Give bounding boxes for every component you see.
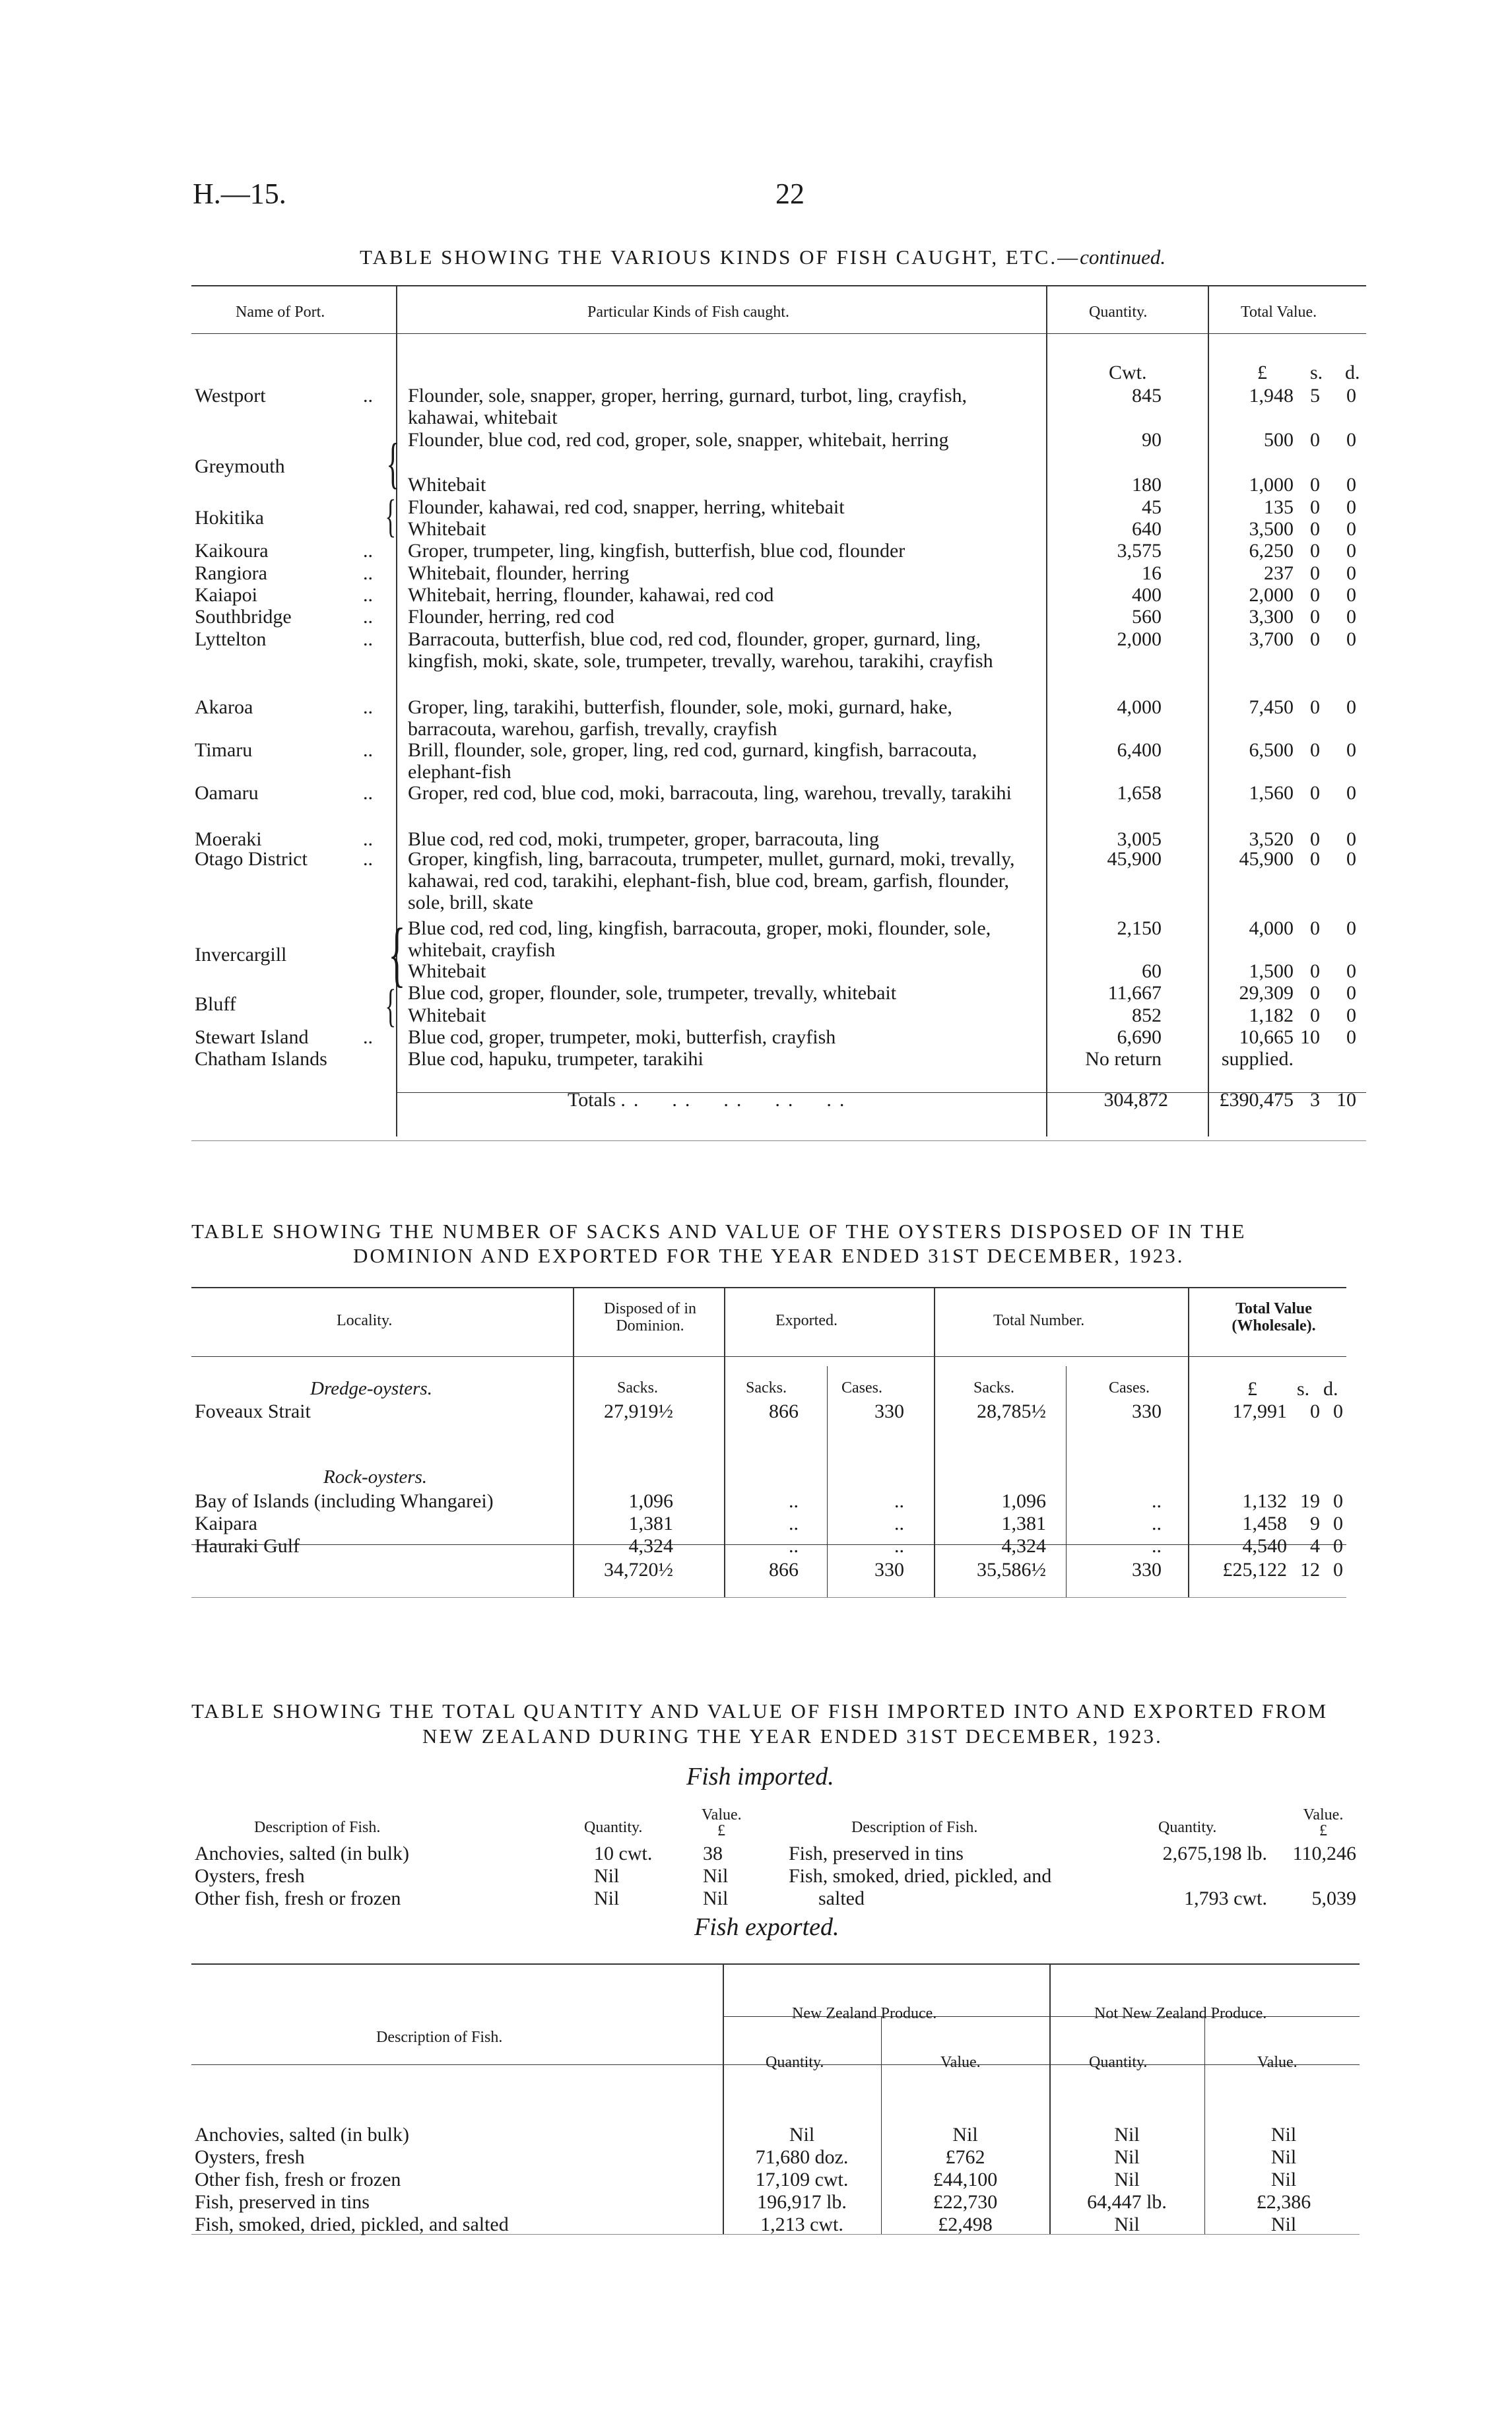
oy-value-pence: 0 (1333, 1559, 1343, 1581)
fish-quantity: 2,000 (1117, 628, 1162, 650)
exp-desc: Oysters, fresh (195, 2146, 305, 2168)
leader-dots: .. (363, 828, 373, 850)
fish-totals-label-text: Totals (568, 1089, 616, 1111)
exp-o-qty: Nil (1114, 2146, 1140, 2168)
value-shillings: 0 (1310, 960, 1320, 982)
exp-o-value: Nil (1270, 2146, 1297, 2168)
exp-nz-value: £22,730 (933, 2191, 998, 2213)
fish-kinds: Whitebait (408, 1004, 486, 1026)
oy-value-pounds: 17,991 (1232, 1400, 1287, 1422)
leader-dots: .. (363, 606, 373, 628)
port-name: Otago District (195, 848, 308, 870)
oy-exp-sacks: .. (789, 1535, 799, 1557)
exp-desc: Other fish, fresh or frozen (195, 2169, 401, 2190)
fish-quantity: 90 (1142, 429, 1162, 451)
value-pounds: 10,665 (1239, 1026, 1294, 1048)
oy-unit-sacks-1: Sacks. (617, 1379, 658, 1397)
value-pounds: 4,000 (1249, 917, 1294, 939)
value-pence: 0 (1346, 385, 1356, 407)
oy-value-pence: 0 (1333, 1535, 1343, 1557)
exp-header-o-qty: Quantity. (1089, 2054, 1148, 2071)
oy-value-shillings: 4 (1310, 1535, 1320, 1557)
exp-col-rule-1 (723, 1963, 724, 2234)
exp-nz-qty: 1,213 cwt. (760, 2214, 843, 2235)
exported-title: Fish exported. (694, 1913, 839, 1941)
value-shillings: 0 (1310, 982, 1320, 1004)
imp-value-label-right: Value. (1303, 1806, 1344, 1824)
fish-table-head-rule (191, 333, 1366, 334)
oyster-caption-line1: TABLE SHOWING THE NUMBER OF SACKS AND VALUE OF THE OYSTERS DISPOSED OF IN THE (191, 1220, 1247, 1243)
imp-value-unit-right: £ (1319, 1822, 1327, 1839)
port-name: Hokitika (195, 507, 264, 529)
value-shillings: 0 (1310, 474, 1320, 496)
imp-value: 38 (703, 1843, 723, 1864)
imp-header-qty-right: Quantity. (1158, 1819, 1217, 1836)
imp-desc-right: salted (818, 1888, 865, 1909)
oy-exp-sacks: .. (789, 1513, 799, 1534)
fish-kinds: Flounder, sole, snapper, groper, herring, gurnard, turbot, ling, crayfish, kahawai, whitebait (408, 385, 968, 428)
fish-quantity: 3,575 (1117, 540, 1162, 562)
fish-table-caption (360, 246, 1166, 269)
port-name: Bluff (195, 993, 236, 1015)
value-pounds: 1,500 (1249, 960, 1294, 982)
oy-col-rule-3 (934, 1287, 935, 1597)
oy-value-pence: 0 (1333, 1513, 1343, 1534)
fish-quantity: 11,667 (1107, 982, 1162, 1004)
oy-total-cases: .. (1152, 1513, 1162, 1534)
fish-kinds: Flounder, herring, red cod (408, 606, 614, 628)
port-name: Greymouth (195, 455, 285, 477)
value-pence: 0 (1346, 782, 1356, 804)
value-shillings: 0 (1310, 917, 1320, 939)
exp-o-qty: 64,447 lb. (1087, 2191, 1167, 2213)
oy-exp-sacks: 866 (769, 1400, 799, 1422)
fish-kinds: Flounder, blue cod, red cod, groper, sole, snapper, whitebait, herring (408, 429, 949, 451)
leader-dots: .. (363, 1026, 373, 1048)
leader-dots: .. (363, 739, 373, 761)
leader-dots: .. (363, 848, 373, 870)
port-name: Westport (195, 385, 266, 407)
exp-nz-qty: 71,680 doz. (755, 2146, 849, 2168)
leader-dots: .. (363, 540, 373, 562)
imp-value: Nil (703, 1865, 729, 1887)
value-pence: 0 (1346, 540, 1356, 562)
oy-value-pence: 0 (1333, 1400, 1343, 1422)
exp-desc: Fish, smoked, dried, pickled, and salted (195, 2214, 509, 2235)
imp-value-right: 5,039 (1311, 1888, 1356, 1909)
oy-total-cases: .. (1152, 1490, 1162, 1512)
imp-value-right: 110,246 (1292, 1843, 1356, 1864)
oy-col-rule-5 (827, 1366, 828, 1597)
oy-value-pence: 0 (1333, 1490, 1343, 1512)
value-pounds: 2,000 (1249, 584, 1294, 606)
fish-kinds: Blue cod, groper, trumpeter, moki, butterfish, crayfish (408, 1026, 836, 1048)
page-number: 22 (775, 178, 805, 210)
leader-dots: .. (363, 696, 373, 718)
fish-caption-continued: continued. (1080, 246, 1166, 269)
oy-unit-sacks-3: Sacks. (973, 1379, 1014, 1397)
value-shillings: 0 (1310, 496, 1320, 518)
port-name: Stewart Island (195, 1026, 309, 1048)
fish-quantity: 845 (1132, 385, 1162, 407)
fish-kinds: Brill, flounder, sole, groper, ling, red cod, gurnard, kingfish, barracouta, elephant-fish (408, 739, 977, 783)
fish-totals-pence: 10 (1336, 1089, 1356, 1111)
value-pounds: 3,300 (1249, 606, 1294, 628)
oy-header-locality: Locality. (337, 1312, 393, 1329)
oy-exp-cases: .. (894, 1535, 904, 1557)
imp-desc: Other fish, fresh or frozen (195, 1888, 401, 1909)
oy-exp-sacks: 866 (769, 1559, 799, 1581)
imp-desc-right: Fish, smoked, dried, pickled, and (789, 1865, 1052, 1887)
fish-kinds: Blue cod, groper, flounder, sole, trumpeter, trevally, whitebait (408, 982, 897, 1004)
value-pence: 0 (1346, 848, 1356, 870)
fish-kinds: Flounder, kahawai, red cod, snapper, herring, whitebait (408, 496, 845, 518)
oy-locality: Kaipara (195, 1513, 257, 1534)
greymouth-brace: { (386, 432, 400, 494)
oy-value-pounds: £25,122 (1222, 1559, 1287, 1581)
exp-nz-value: £2,498 (938, 2214, 993, 2235)
value-pounds: 7,450 (1249, 696, 1294, 718)
value-shillings: 5 (1310, 385, 1320, 407)
exp-o-qty: Nil (1114, 2214, 1140, 2235)
col-header-quantity: Quantity. (1089, 304, 1148, 321)
fish-quantity: 6,400 (1117, 739, 1162, 761)
exp-col-rule-3 (881, 2016, 882, 2234)
fish-quantity: 60 (1142, 960, 1162, 982)
value-pounds: 3,700 (1249, 628, 1294, 650)
imp-header-value-right (1297, 1807, 1350, 1839)
hokitika-brace: { (385, 491, 397, 542)
exp-o-value: Nil (1270, 2124, 1297, 2146)
fish-quantity: 180 (1132, 474, 1162, 496)
fish-col-rule-1 (396, 285, 397, 1136)
fish-kinds: Whitebait (408, 474, 486, 496)
fish-totals-qty: 304,872 (1103, 1089, 1168, 1111)
oy-disposed: 27,919½ (604, 1400, 673, 1422)
oy-value-pounds: 1,132 (1242, 1490, 1287, 1512)
oy-value-shillings: 19 (1300, 1490, 1320, 1512)
fish-totals-label: Totals .. .. .. .. .. (568, 1089, 853, 1111)
fish-quantity: 1,658 (1117, 782, 1162, 804)
value-shillings: 0 (1310, 429, 1320, 451)
value-pounds: 237 (1264, 562, 1294, 584)
imp-desc-right: Fish, preserved in tins (789, 1843, 964, 1864)
exp-header-desc: Description of Fish. (376, 2029, 503, 2046)
fish-quantity: 640 (1132, 518, 1162, 540)
value-shillings: 0 (1310, 739, 1320, 761)
value-pounds: 3,520 (1249, 828, 1294, 850)
oy-exp-cases: .. (894, 1513, 904, 1534)
value-pence: 0 (1346, 584, 1356, 606)
value-pence: 0 (1346, 628, 1356, 650)
imp-qty: 10 cwt. (594, 1843, 653, 1864)
unit-shillings: s. (1310, 362, 1323, 383)
value-pounds: 135 (1264, 496, 1294, 518)
exp-o-qty: Nil (1114, 2124, 1140, 2146)
fish-quantity: 3,005 (1117, 828, 1162, 850)
oy-value-shillings: 0 (1310, 1400, 1320, 1422)
value-shillings: 0 (1310, 518, 1320, 540)
exp-col-rule-4 (1204, 2016, 1205, 2234)
value-pence: 0 (1346, 518, 1356, 540)
value-shillings: 0 (1310, 782, 1320, 804)
value-pounds: 500 (1264, 429, 1294, 451)
exp-desc: Fish, preserved in tins (195, 2191, 370, 2213)
value-pounds: supplied. (1221, 1048, 1294, 1070)
fish-kinds: Barracouta, butterfish, blue cod, red cod, flounder, groper, gurnard, ling, kingfish, moki, skate, sole, trumpeter, trevally, warehou, tarakihi, crayfish (408, 628, 993, 672)
imp-value-label-left: Value. (702, 1806, 742, 1824)
fish-quantity: 4,000 (1117, 696, 1162, 718)
oy-unit-shillings: s. (1297, 1378, 1310, 1400)
oy-header-total-value: Total Value (Wholesale). (1232, 1300, 1316, 1334)
oy-disposed: 4,324 (628, 1535, 673, 1557)
fish-totals-pounds: £390,475 (1219, 1089, 1294, 1111)
oy-disposed: 1,096 (628, 1490, 673, 1512)
value-pounds: 45,900 (1239, 848, 1294, 870)
unit-pence: d. (1345, 362, 1360, 383)
oy-disposed: 1,381 (628, 1513, 673, 1534)
fish-quantity: 6,690 (1117, 1026, 1162, 1048)
value-shillings: 0 (1310, 1004, 1320, 1026)
value-shillings: 0 (1310, 848, 1320, 870)
fish-col-rule-2 (1046, 285, 1047, 1136)
oy-header-disposed: Disposed of in Dominion. (604, 1300, 696, 1334)
col-header-total-value: Total Value. (1241, 304, 1317, 321)
oy-total-sacks: 28,785½ (977, 1400, 1046, 1422)
oy-group-dredge: Dredge-oysters. (310, 1378, 432, 1399)
trade-caption-line2: NEW ZEALAND DURING THE YEAR ENDED 31ST DECEMBER, 1923. (422, 1725, 1163, 1748)
oy-value-pounds: 1,458 (1242, 1513, 1287, 1534)
value-shillings: 10 (1300, 1026, 1320, 1048)
port-name: Akaroa (195, 696, 253, 718)
oy-unit-pence: d. (1323, 1378, 1338, 1400)
bluff-brace: { (385, 981, 397, 1032)
fish-quantity: 852 (1132, 1004, 1162, 1026)
value-shillings: 0 (1310, 606, 1320, 628)
port-name: Lyttelton (195, 628, 267, 650)
exp-header-nz: New Zealand Produce. (792, 2005, 937, 2022)
imp-value-unit-left: £ (717, 1822, 725, 1839)
exp-nz-qty: Nil (789, 2124, 815, 2146)
value-pence: 0 (1346, 1004, 1356, 1026)
leader-dots: .. (363, 628, 373, 650)
oy-disposed: 34,720½ (604, 1559, 673, 1581)
oy-unit-pounds: £ (1247, 1378, 1257, 1400)
value-pence: 0 (1346, 917, 1356, 939)
port-name: Southbridge (195, 606, 292, 628)
fish-quantity: 560 (1132, 606, 1162, 628)
port-name: Chatham Islands (195, 1048, 327, 1070)
oy-unit-sacks-2: Sacks. (746, 1379, 787, 1397)
value-pence: 0 (1346, 474, 1356, 496)
oy-locality: Bay of Islands (including Whangarei) (195, 1490, 494, 1512)
oy-total-sacks: 35,586½ (977, 1559, 1046, 1581)
fish-quantity: 16 (1142, 562, 1162, 584)
oy-header-exported: Exported. (775, 1312, 838, 1329)
exp-o-value: Nil (1270, 2169, 1297, 2190)
imp-header-value-left (702, 1807, 741, 1839)
fish-table-top-rule (191, 285, 1366, 286)
oy-total-sacks: 1,096 (1001, 1490, 1046, 1512)
exp-o-value: Nil (1270, 2214, 1297, 2235)
oy-unit-cases-1: Cases. (841, 1379, 882, 1397)
imp-qty: Nil (594, 1865, 620, 1887)
exp-header-nz-value: Value. (940, 2054, 981, 2071)
oy-col-rule-4 (1188, 1287, 1189, 1597)
port-name: Rangiora (195, 562, 267, 584)
oy-value-shillings: 12 (1300, 1559, 1320, 1581)
exp-header-o-value: Value. (1257, 2054, 1298, 2071)
oy-col-rule-6 (1066, 1366, 1067, 1597)
value-pence: 0 (1346, 828, 1356, 850)
fish-kinds: Groper, red cod, blue cod, moki, barracouta, ling, warehou, trevally, tarakihi (408, 782, 1012, 804)
oy-group-rock: Rock-oysters. (323, 1466, 428, 1488)
value-pence: 0 (1346, 496, 1356, 518)
imp-qty: Nil (594, 1888, 620, 1909)
port-name: Kaiapoi (195, 584, 257, 606)
oy-exp-sacks: .. (789, 1490, 799, 1512)
fish-quantity: 2,150 (1117, 917, 1162, 939)
oyster-caption-line2: DOMINION AND EXPORTED FOR THE YEAR ENDED 31ST DECEMBER, 1923. (353, 1244, 1185, 1267)
col-header-port: Name of Port. (236, 304, 325, 321)
value-pence: 0 (1346, 562, 1356, 584)
unit-cwt: Cwt. (1109, 362, 1147, 383)
fish-kinds: Groper, kingfish, ling, barracouta, trumpeter, mullet, gurnard, moki, trevally, kahawai, red cod, tarakihi, elephant-fish, blue cod, bream, garfish, flounder, sole, brill, skate (408, 848, 1015, 913)
port-name: Kaikoura (195, 540, 269, 562)
fish-quantity: No return (1085, 1048, 1162, 1070)
value-pounds: 1,948 (1249, 385, 1294, 407)
fish-kinds: Groper, trumpeter, ling, kingfish, butterfish, blue cod, flounder (408, 540, 905, 562)
oy-header-total-number: Total Number. (993, 1312, 1085, 1329)
fish-totals-shillings: 3 (1310, 1089, 1320, 1111)
leader-dots: .. (363, 782, 373, 804)
imp-desc: Oysters, fresh (195, 1865, 305, 1887)
fish-table-bottom-rule (191, 1140, 1366, 1141)
imp-qty-right: 1,793 cwt. (1184, 1888, 1267, 1909)
imp-header-desc-right: Description of Fish. (851, 1819, 978, 1836)
imp-header-desc-left: Description of Fish. (254, 1819, 381, 1836)
fish-kinds: Whitebait (408, 960, 486, 982)
imp-header-qty-left: Quantity. (584, 1819, 643, 1836)
exp-desc: Anchovies, salted (in bulk) (195, 2124, 409, 2146)
value-pence: 0 (1346, 982, 1356, 1004)
exp-o-value: £2,386 (1256, 2191, 1311, 2213)
oy-unit-cases-2: Cases. (1109, 1379, 1150, 1397)
fish-caption-text: TABLE SHOWING THE VARIOUS KINDS OF FISH CAUGHT, ETC.— (360, 246, 1080, 269)
exp-nz-value: Nil (952, 2124, 978, 2146)
fish-quantity: 45,900 (1107, 848, 1162, 870)
value-pounds: 6,250 (1249, 540, 1294, 562)
value-shillings: 0 (1310, 584, 1320, 606)
exp-nz-value: £762 (945, 2146, 985, 2168)
exp-header-nz-qty: Quantity. (766, 2054, 824, 2071)
oy-total-cases: 330 (1132, 1559, 1162, 1581)
invercargill-brace: { (388, 913, 406, 994)
imported-title: Fish imported. (686, 1763, 834, 1791)
port-name: Oamaru (195, 782, 259, 804)
fish-kinds: Blue cod, red cod, moki, trumpeter, groper, barracouta, ling (408, 828, 880, 850)
value-shillings: 0 (1310, 628, 1320, 650)
exp-nz-value: £44,100 (933, 2169, 998, 2190)
value-pounds: 6,500 (1249, 739, 1294, 761)
oy-col-rule-2 (724, 1287, 725, 1597)
oyster-head-rule (191, 1356, 1346, 1357)
port-name: Invercargill (195, 944, 287, 966)
oy-locality: Hauraki Gulf (195, 1535, 300, 1557)
oy-value-shillings: 9 (1310, 1513, 1320, 1534)
trade-caption-line1: TABLE SHOWING THE TOTAL QUANTITY AND VALUE OF FISH IMPORTED INTO AND EXPORTED FROM (191, 1699, 1329, 1723)
value-pounds: 29,309 (1239, 982, 1294, 1004)
leader-dots: .. (363, 584, 373, 606)
exp-o-qty: Nil (1114, 2169, 1140, 2190)
imp-qty-right: 2,675,198 lb. (1162, 1843, 1267, 1864)
unit-pounds: £ (1257, 362, 1267, 383)
oy-exp-cases: .. (894, 1490, 904, 1512)
fish-quantity: 45 (1142, 496, 1162, 518)
oy-total-sacks: 4,324 (1001, 1535, 1046, 1557)
imp-value: Nil (703, 1888, 729, 1909)
value-pence: 0 (1346, 696, 1356, 718)
oy-total-cases: .. (1152, 1535, 1162, 1557)
value-pounds: 1,182 (1249, 1004, 1294, 1026)
value-pounds: 1,000 (1249, 474, 1294, 496)
value-pence: 0 (1346, 960, 1356, 982)
exp-nz-qty: 17,109 cwt. (755, 2169, 849, 2190)
value-shillings: 0 (1310, 562, 1320, 584)
fish-kinds: Blue cod, red cod, ling, kingfish, barracouta, groper, moki, flounder, sole, whitebait, crayfish (408, 917, 991, 961)
value-pence: 0 (1346, 429, 1356, 451)
value-shillings: 0 (1310, 696, 1320, 718)
oy-value-pounds: 4,540 (1242, 1535, 1287, 1557)
port-name: Moeraki (195, 828, 262, 850)
value-pence: 0 (1346, 1026, 1356, 1048)
oy-exp-cases: 330 (874, 1559, 904, 1581)
oy-total-sacks: 1,381 (1001, 1513, 1046, 1534)
value-pence: 0 (1346, 606, 1356, 628)
fish-kinds: Groper, ling, tarakihi, butterfish, flounder, sole, moki, gurnard, hake, barracouta, warehou, garfish, trevally, crayfish (408, 696, 952, 740)
document-code: H.—15. (193, 178, 286, 210)
col-header-kinds: Particular Kinds of Fish caught. (587, 304, 789, 321)
value-shillings: 0 (1310, 540, 1320, 562)
exp-top-rule (191, 1963, 1360, 1965)
value-pounds: 3,500 (1249, 518, 1294, 540)
port-name: Timaru (195, 739, 253, 761)
value-pence: 0 (1346, 739, 1356, 761)
fish-kinds: Whitebait, herring, flounder, kahawai, red cod (408, 584, 774, 606)
oy-total-cases: 330 (1132, 1400, 1162, 1422)
exp-nz-qty: 196,917 lb. (757, 2191, 847, 2213)
fish-kinds: Whitebait, flounder, herring (408, 562, 630, 584)
fish-kinds: Blue cod, hapuku, trumpeter, tarakihi (408, 1048, 704, 1070)
exp-col-rule-2 (1049, 1963, 1051, 2234)
exp-header-not-nz: Not New Zealand Produce. (1094, 2005, 1267, 2022)
value-pounds: 1,560 (1249, 782, 1294, 804)
oyster-top-rule (191, 1287, 1346, 1288)
oy-exp-cases: 330 (874, 1400, 904, 1422)
imp-desc: Anchovies, salted (in bulk) (195, 1843, 409, 1864)
oy-locality: Foveaux Strait (195, 1400, 311, 1422)
oyster-bottom-rule (191, 1597, 1346, 1598)
leader-dots: .. (363, 385, 373, 407)
fish-quantity: 400 (1132, 584, 1162, 606)
value-shillings: 0 (1310, 828, 1320, 850)
fish-kinds: Whitebait (408, 518, 486, 540)
leader-dots: .. (363, 562, 373, 584)
